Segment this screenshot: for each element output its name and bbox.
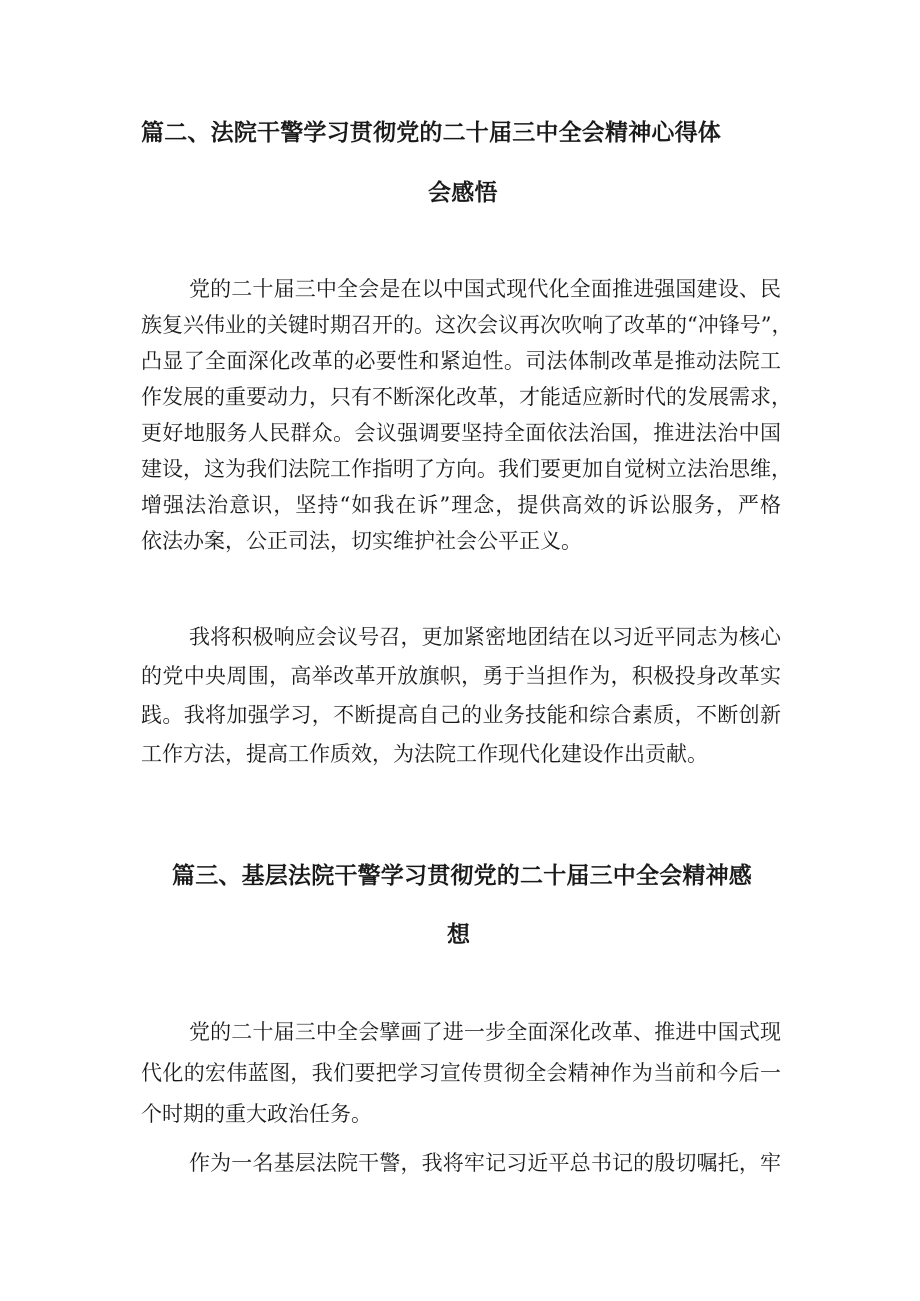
section3-paragraph1-line1: 党的二十届三中全会擘画了进一步全面深化改革、推进中国式现 [189,1020,781,1044]
section3-paragraph1-line2: 代化的宏伟蓝图，我们要把学习宣传贯彻全会精神作为当前和今后一 [141,1061,781,1085]
section2-paragraph2-line2: 的党中央周围，高举改革开放旗帜，勇于当担作为，积极投身改革实 [141,664,781,688]
section2-paragraph1-line7: 增强法治意识，坚持“如我在诉”理念，提供高效的诉讼服务，严格 [141,493,781,517]
section2-paragraph1-line1: 党的二十届三中全会是在以中国式现代化全面推进强国建设、民 [189,277,781,301]
section2-paragraph2-line3: 践。我将加强学习，不断提高自己的业务技能和综合素质，不断创新 [141,703,781,727]
section2-title-line2: 会感悟 [428,180,498,206]
section2-paragraph2-line4: 工作方法，提高工作质效，为法院工作现代化建设作出贡献。 [141,742,708,766]
section3-title-line1: 篇三、基层法院干警学习贯彻党的二十届三中全会精神感 [172,863,752,889]
section2-paragraph1-line5: 更好地服务人民群众。会议强调要坚持全面依法治国，推进法治中国 [141,421,781,445]
section2-paragraph1-line3: 凸显了全面深化改革的必要性和紧迫性。司法体制改革是推动法院工 [141,349,781,373]
section2-paragraph1-line2: 族复兴伟业的关键时期召开的。这次会议再次吹响了改革的“冲锋号”， [141,313,793,337]
section3-paragraph1-line3: 个时期的重大政治任务。 [141,1102,372,1126]
section2-title-line1: 篇二、法院干警学习贯彻党的二十届三中全会精神心得体 [141,120,721,146]
section2-paragraph2-line1: 我将积极响应会议号召，更加紧密地团结在以习近平同志为核心 [189,625,781,649]
section2-paragraph1-line6: 建设，这为我们法院工作指明了方向。我们要更加自觉树立法治思维， [141,457,792,481]
section2-paragraph1-line8: 依法办案，公正司法，切实维护社会公平正义。 [141,529,582,553]
section2-paragraph1-line4: 作发展的重要动力，只有不断深化改革，才能适应新时代的发展需求， [141,385,792,409]
section3-paragraph2-line1: 作为一名基层法院干警，我将牢记习近平总书记的殷切嘱托，牢 [189,1151,781,1175]
section3-title-line2: 想 [447,922,471,948]
